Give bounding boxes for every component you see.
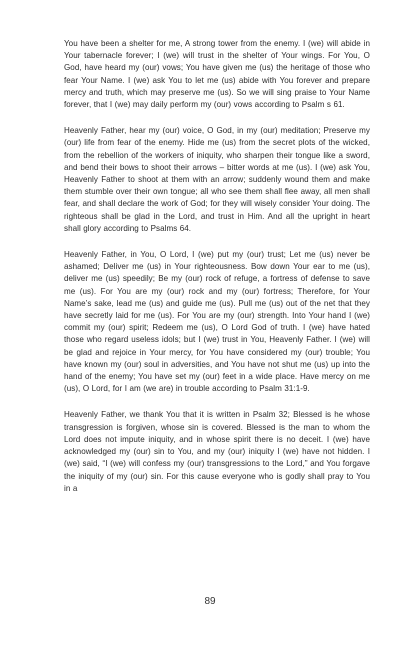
paragraph-psalm-31: Heavenly Father, in You, O Lord, I (we) put my (our) trust; Let me (us) never be ashamed; Deliver me (us) in Your righteousness. Bow down Your ear to me (us), deliver me (us) speedily; Be my (our) rock of refuge, a fortress of defense to save me (us). For You are my (our) rock and my (our) fortress; Therefore, for Your Name’s sake, lead me (us) and guide me (us). Pull me (us) out of the net that they have secretly laid for me (us). For You are my (our) strength. Into Your hand I (we) commit my (our) spirit; Redeem me (us), O Lord God of truth. I (we) have hated those who regard useless idols; but I (we) trust in You, Heavenly Father. I (we) will be glad and rejoice in Your mercy, for You have considered my (our) trouble; You have known my (our) soul in adversities, and You have not shut me (us) up into the hand of the enemy; You have set my (our) feet in a wide place. Have mercy on me (us), O Lord, for I am (we are) in trouble according to Psalm 31:1-9. — [64, 250, 370, 394]
paragraph-psalm-64: Heavenly Father, hear my (our) voice, O God, in my (our) meditation; Preserve my (our) life from fear of the enemy. Hide me (us) from the secret plots of the wicked, from the rebellion of the workers of iniquity, who sharpen their tongue like a sword, and bend their bows to shoot their arrows – bitter words at me (us). I (we) ask You, Heavenly Father to shoot at them with an arrow; suddenly wound them and make them stumble over their own tongue; all who see them shall flee away, all men shall fear, and shall declare the work of God; for they will wisely consider Your doing. The righteous shall be glad in the Lord, and trust in Him. And all the upright in heart shall glory according to Psalms 64. — [64, 126, 370, 233]
page-number: 89 — [204, 596, 216, 607]
paragraph-psalm-32: Heavenly Father, we thank You that it is written in Psalm 32; Blessed is he whose transgression is forgiven, whose sin is covered. Blessed is the man to whom the Lord does not impute iniquity, and in whose spirit there is no deceit. I (we) have acknowledged my (our) sin to You, and my (our) iniquity I (we) have not hidden. I (we) said, “I (we) will confess my (our) transgressions to the Lord,” and You forgave the iniquity of my (our) sin. For this cause everyone who is godly shall pray to You in a — [64, 410, 370, 493]
paragraph-psalm-61: You have been a shelter for me, A strong tower from the enemy. I (we) will abide in Your tabernacle forever; I (we) will trust in the shelter of Your wings. For You, O God, have heard my (our) vows; You have given me (us) the heritage of those who fear Your Name. I (we) ask You to let me (us) abide with You forever and prepare mercy and truth, which may preserve me (us). So we will sing praise to Your Name forever, that I (we) may daily perform my (our) vows according to Psalm s 61. — [64, 39, 370, 110]
